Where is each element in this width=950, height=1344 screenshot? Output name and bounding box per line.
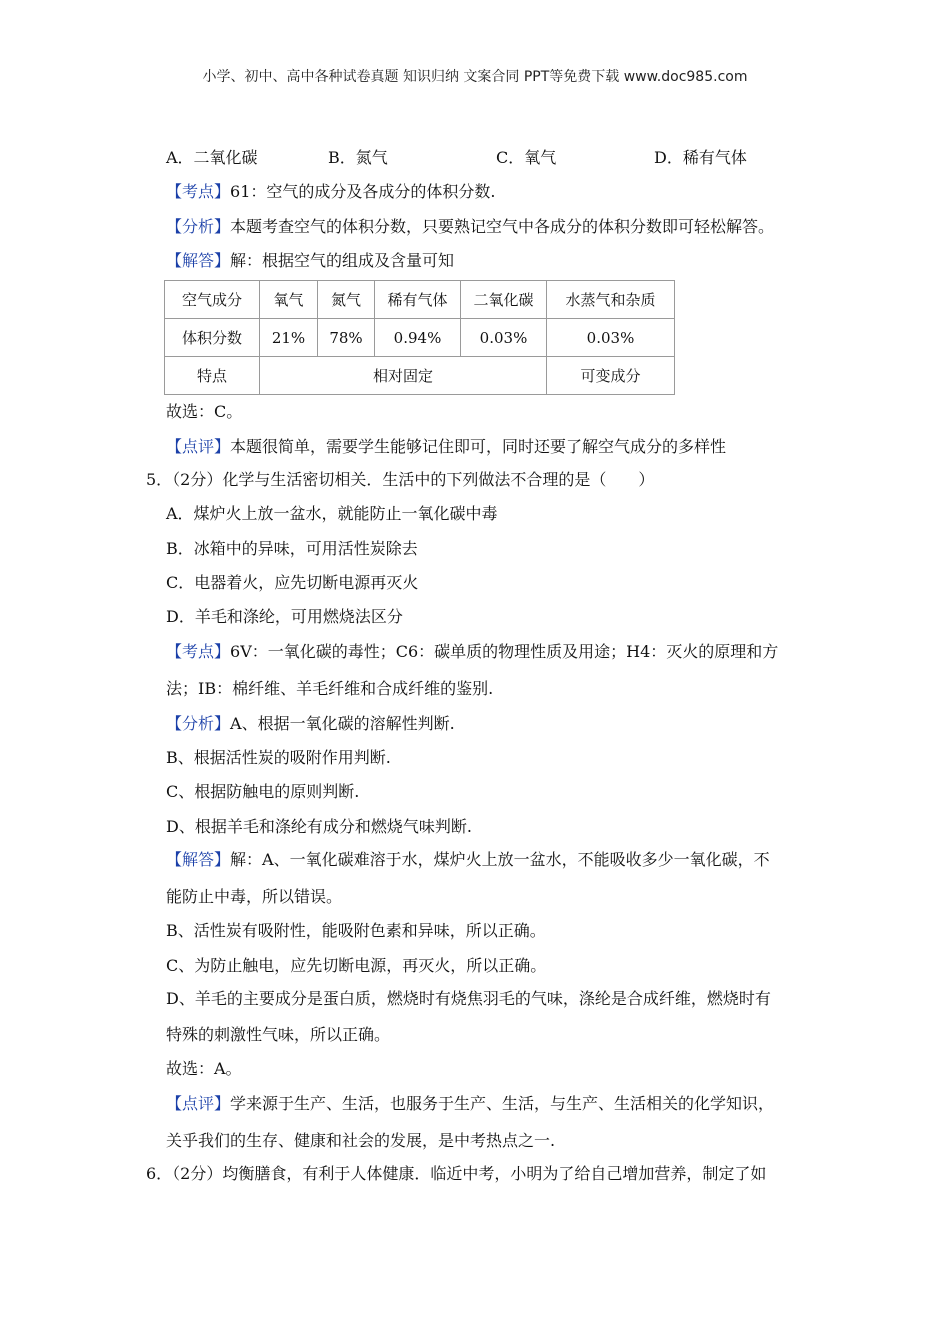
dianping-text: 学来源于生产、生活，也服务于生产、生活，与生产、生活相关的化学知识， — [230, 1094, 775, 1113]
q5-kaodian-cont: 法；IB：棉纤维、羊毛纤维和合成纤维的鉴别. — [166, 679, 494, 698]
fenxi-text: A、根据一氧化碳的溶解性判断. — [230, 714, 455, 733]
kaodian-tag: 【考点】 — [166, 642, 231, 661]
q5-jieda-d-cont: 特殊的刺激性气味，所以正确。 — [166, 1025, 391, 1044]
q5-jieda-d: D、羊毛的主要成分是蛋白质，燃烧时有烧焦羽毛的气味，涤纶是合成纤维，燃烧时有 — [166, 989, 771, 1008]
kaodian-text: 61：空气的成分及各成分的体积分数. — [230, 182, 496, 201]
q5-kaodian — [166, 641, 778, 663]
dianping-tag: 【点评】 — [166, 1094, 231, 1113]
jieda-text: 解：根据空气的组成及含量可知 — [230, 251, 455, 270]
table-cell: 0.03% — [461, 319, 547, 357]
table-header-cell: 二氧化碳 — [461, 281, 547, 319]
q5-jieda-b: B、活性炭有吸附性，能吸附色素和异味，所以正确。 — [166, 921, 546, 940]
dianping-tag: 【点评】 — [166, 437, 231, 456]
table-cell: 21% — [260, 319, 318, 357]
jieda-tag: 【解答】 — [166, 850, 231, 869]
table-row — [165, 319, 675, 357]
table-cell: 78% — [318, 319, 375, 357]
q4-fenxi — [166, 216, 774, 238]
kaodian-text: 6V：一氧化碳的毒性；C6：碳单质的物理性质及用途；H4：灭火的原理和方 — [230, 642, 779, 661]
jieda-text: 解：A、一氧化碳难溶于水，煤炉火上放一盆水，不能吸收多少一氧化碳，不 — [230, 850, 770, 869]
fenxi-tag: 【分析】 — [166, 217, 231, 236]
q5-jieda-line2: 能防止中毒，所以错误。 — [166, 887, 343, 906]
table-cell: 0.94% — [375, 319, 461, 357]
q5-jieda-c: C、为防止触电，应先切断电源，再灭火，所以正确。 — [166, 956, 547, 975]
q5-fenxi-b: B、根据活性炭的吸附作用判断. — [166, 748, 391, 767]
q5-option-a: A．煤炉火上放一盆水，就能防止一氧化碳中毒 — [166, 504, 498, 523]
fenxi-tag: 【分析】 — [166, 714, 231, 733]
fenxi-text: 本题考查空气的体积分数，只要熟记空气中各成分的体积分数即可轻松解答。 — [230, 217, 775, 236]
jieda-tag: 【解答】 — [166, 251, 231, 270]
q5-answer: 故选：A。 — [166, 1059, 242, 1078]
q5-jieda — [166, 849, 770, 871]
q5-option-c: C．电器着火，应先切断电源再灭火 — [166, 573, 419, 592]
q6-stem: 6．（2分）均衡膳食，有利于人体健康．临近中考，小明为了给自己增加营养，制定了如 — [146, 1164, 767, 1183]
table-row — [165, 281, 675, 319]
q5-dianping — [166, 1093, 774, 1115]
kaodian-tag: 【考点】 — [166, 182, 231, 201]
q5-option-d: D．羊毛和涤纶，可用燃烧法区分 — [166, 607, 403, 626]
table-header-cell: 稀有气体 — [375, 281, 461, 319]
table-header-cell: 氮气 — [318, 281, 375, 319]
q5-option-b: B．冰箱中的异味，可用活性炭除去 — [166, 539, 418, 558]
q5-fenxi — [166, 713, 455, 735]
table-row-label: 体积分数 — [165, 319, 260, 357]
table-row — [165, 357, 675, 395]
table-header-cell: 空气成分 — [165, 281, 260, 319]
q5-fenxi-d: D、根据羊毛和涤纶有成分和燃烧气味判断. — [166, 817, 472, 836]
table-cell: 可变成分 — [547, 357, 675, 395]
q4-jieda — [166, 250, 454, 272]
table-cell: 0.03% — [547, 319, 675, 357]
table-row-label: 特点 — [165, 357, 260, 395]
option-b: B．氮气 — [328, 148, 388, 167]
option-c: C．氧气 — [496, 148, 557, 167]
dianping-text: 本题很简单，需要学生能够记住即可，同时还要了解空气成分的多样性 — [230, 437, 727, 456]
q5-fenxi-c: C、根据防触电的原则判断. — [166, 782, 360, 801]
air-composition-table — [164, 280, 675, 395]
option-d: D．稀有气体 — [654, 148, 747, 167]
option-a: A．二氧化碳 — [166, 148, 258, 167]
table-cell: 相对固定 — [260, 357, 547, 395]
page-header: 小学、初中、高中各种试卷真题 知识归纳 文案合同 PPT等免费下载 www.doc985.com — [202, 69, 748, 85]
q5-stem: 5．（2分）化学与生活密切相关．生活中的下列做法不合理的是（ ） — [146, 470, 655, 489]
table-header-cell: 氧气 — [260, 281, 318, 319]
q4-kaodian — [166, 181, 495, 203]
table-header-cell: 水蒸气和杂质 — [547, 281, 675, 319]
q5-dianping-cont: 关乎我们的生存、健康和社会的发展，是中考热点之一. — [166, 1131, 556, 1150]
q4-answer: 故选：C。 — [166, 402, 243, 421]
q4-dianping — [166, 436, 726, 458]
